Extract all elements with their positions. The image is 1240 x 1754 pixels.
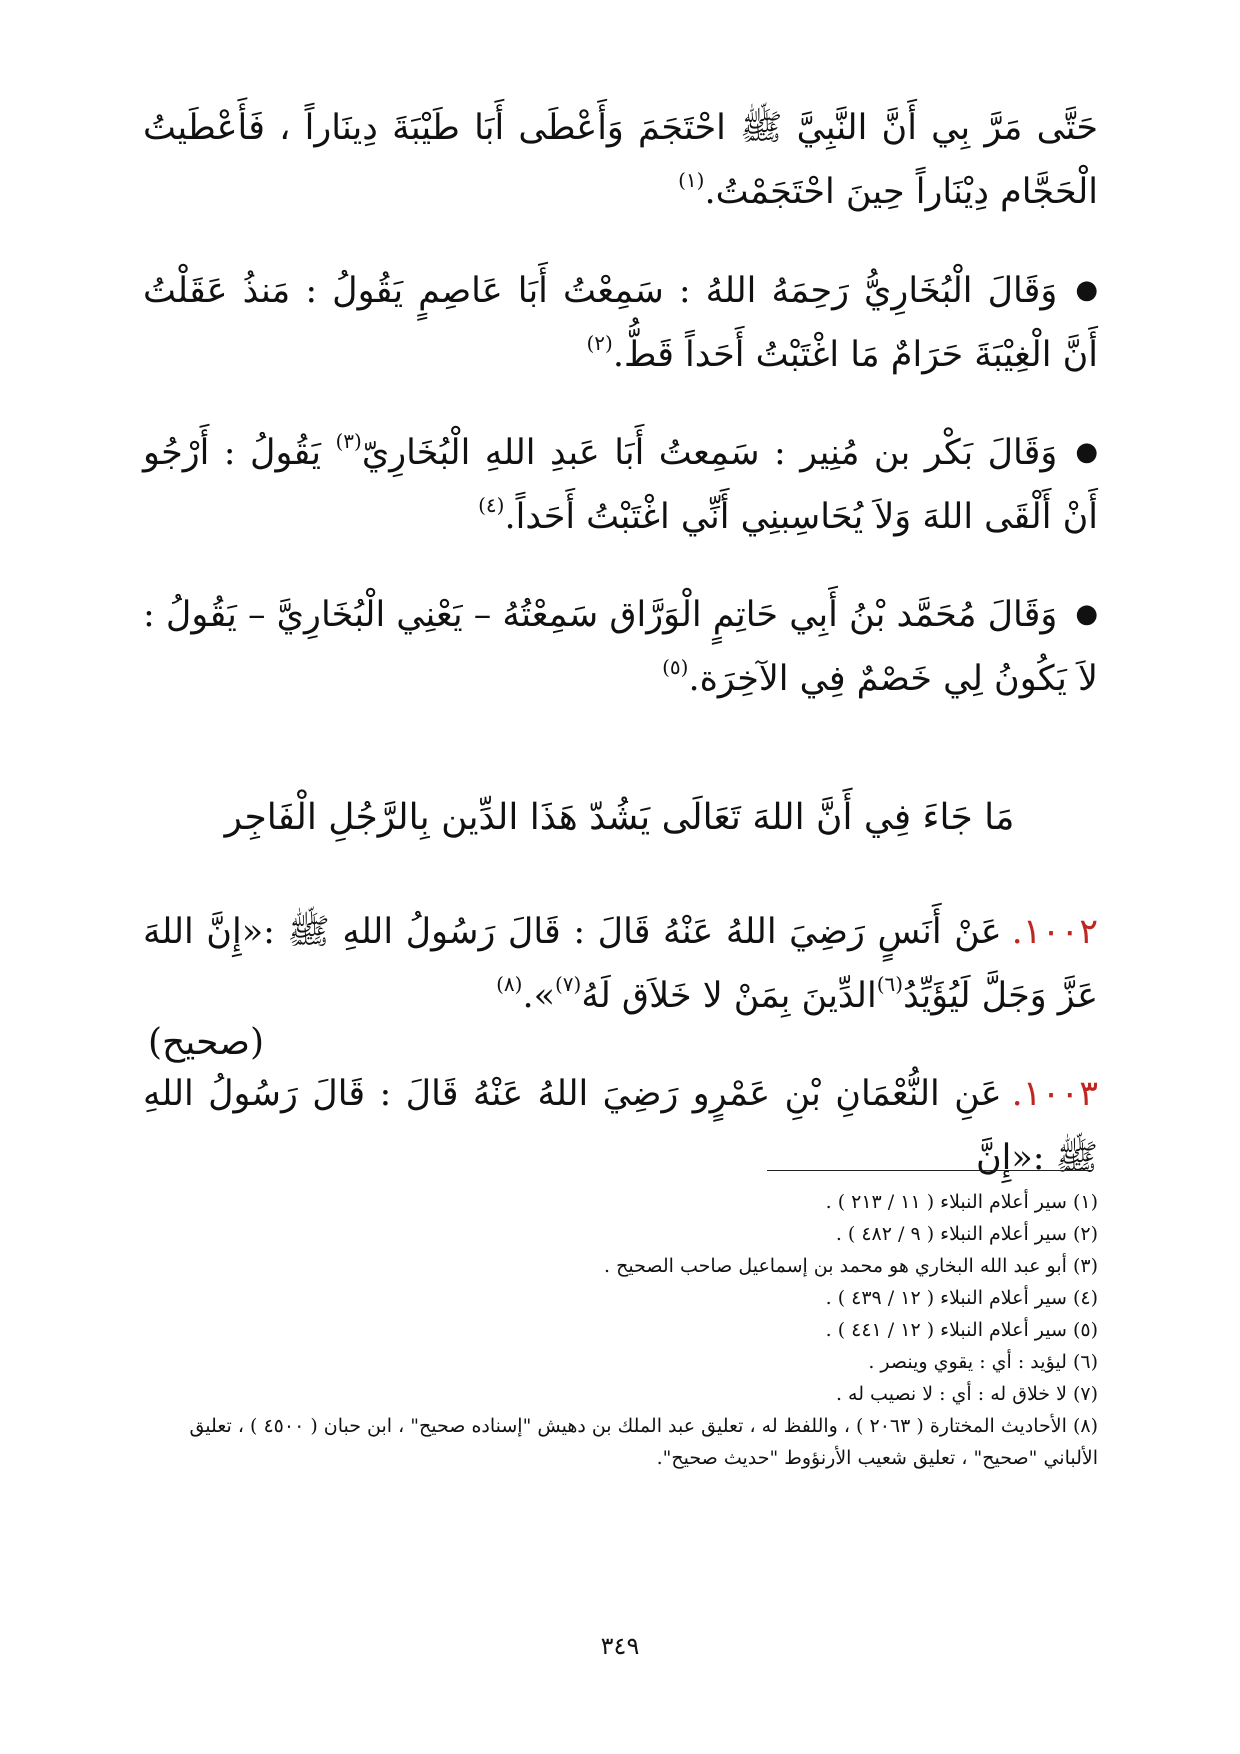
paragraph-4: [143, 582, 1098, 711]
hadith-text-end: ».: [522, 976, 555, 1016]
hadith-grade: (صحيح): [148, 1022, 264, 1063]
paragraph-text: حَتَّى مَرَّ بِي أَنَّ النَّبِيَّ ﷺ احْتَجَمَ وَأَعْطَى أَبَا طَيْبَةَ دِينَاراً ، فَأَعْطَيتُ الْحَجَّام دِيْنَاراً حِينَ احْتَجَمْتُ.: [143, 108, 1098, 212]
footnote-ref[interactable]: (٦): [876, 972, 904, 996]
footnote-ref[interactable]: (٢): [586, 331, 613, 355]
paragraph-2: [143, 258, 1098, 387]
footnote-divider: [767, 1170, 1092, 1171]
bullet-icon: ●: [1075, 599, 1098, 629]
paragraph-1: [143, 96, 1098, 224]
footnote-6: (٦) ليؤيد : أي : يقوي وينصر .: [868, 1351, 1098, 1373]
footnote-ref[interactable]: (١): [678, 168, 705, 192]
page-number: ٣٤٩: [600, 1632, 640, 1660]
paragraph-text: يَقُولُ : أَرْجُو أَنْ أَلْقَى اللهَ وَلاَ يُحَاسِبنِي أَنِّي اغْتَبْتُ أَحَداً.: [143, 433, 1098, 537]
hadith-text: عَنِ النُّعْمَانِ بْنِ عَمْرٍو رَضِيَ اللهُ عَنْهُ قَالَ : قَالَ رَسُولُ اللهِ ﷺ :«إِنَّ: [143, 1074, 1098, 1178]
hadith-number: ١٠٠٢.: [1011, 912, 1098, 952]
section-heading: مَا جَاءَ فِي أَنَّ اللهَ تَعَالَى يَشُدّ هَذَا الدِّين بِالرَّجُلِ الْفَاجِر: [224, 797, 1015, 838]
footnote-2: (٢) سير أعلام النبلاء ( ٩ / ٤٨٢ ) .: [835, 1223, 1098, 1245]
paragraph-text: وَقَالَ مُحَمَّد بْنُ أَبِي حَاتِمٍ الْوَرَّاق سَمِعْتُهُ – يَعْنِي الْبُخَارِيَّ – يَقُولُ : لاَ يَكُونُ لِي خَصْمٌ فِي الآخِرَة.: [143, 595, 1098, 699]
bullet-icon: ●: [1075, 437, 1098, 467]
bullet-icon: ●: [1075, 275, 1098, 305]
footnote-ref[interactable]: (٣): [335, 429, 362, 453]
hadith-number: ١٠٠٣.: [1011, 1074, 1098, 1114]
hadith-1002: [143, 900, 1098, 1028]
footnote-3: (٣) أبو عبد الله البخاري هو محمد بن إسماعيل صاحب الصحيح .: [604, 1255, 1098, 1277]
hadith-text: عَنْ أَنَسٍ رَضِيَ اللهُ عَنْهُ قَالَ : قَالَ رَسُولُ اللهِ ﷺ :«إِنَّ اللهَ عَزَّ وَجَلَّ لَيُؤَيِّدُ: [143, 912, 1098, 1016]
footnote-ref[interactable]: (٨): [496, 972, 523, 996]
footnote-4: (٤) سير أعلام النبلاء ( ١٢ / ٤٣٩ ) .: [825, 1287, 1098, 1309]
footnote-ref[interactable]: (٥): [662, 655, 689, 679]
paragraph-text: وَقَالَ الْبُخَارِيُّ رَحِمَهُ اللهُ : سَمِعْتُ أَبَا عَاصِمٍ يَقُولُ : مَنذُ عَقَلْتُ أَنَّ الْغِيْبَةَ حَرَامٌ مَا اغْتَبْتُ أَحَداً قَطُّ.: [143, 271, 1098, 375]
footnote-ref[interactable]: (٧): [554, 972, 582, 996]
hadith-text: الدِّينَ بِمَنْ لا خَلاَق لَهُ: [581, 976, 877, 1016]
footnote-8: (٨) الأحاديث المختارة ( ٢٠٦٣ ) ، واللفظ له ، تعليق عبد الملك بن دهيش "إسناده صحيح" ، ابن حبان ( ٤٥٠٠ ) ، تعليق الألباني "صحيح" ، تعليق شعيب الأرنؤوط "حديث صحيح".: [189, 1415, 1098, 1469]
footnotes: [143, 1186, 1098, 1474]
paragraph-3: [143, 420, 1098, 549]
footnote-1: (١) سير أعلام النبلاء ( ١١ / ٢١٣ ) .: [825, 1191, 1098, 1213]
footnote-7: (٧) لا خلاق له : أي : لا نصيب له .: [835, 1383, 1098, 1405]
paragraph-text-start: وَقَالَ بَكْر بن مُنِير : سَمِعتُ أَبَا عَبدِ اللهِ الْبُخَارِيّ: [361, 433, 1058, 473]
footnote-ref[interactable]: (٤): [478, 493, 505, 517]
footnote-5: (٥) سير أعلام النبلاء ( ١٢ / ٤٤١ ) .: [825, 1319, 1098, 1341]
